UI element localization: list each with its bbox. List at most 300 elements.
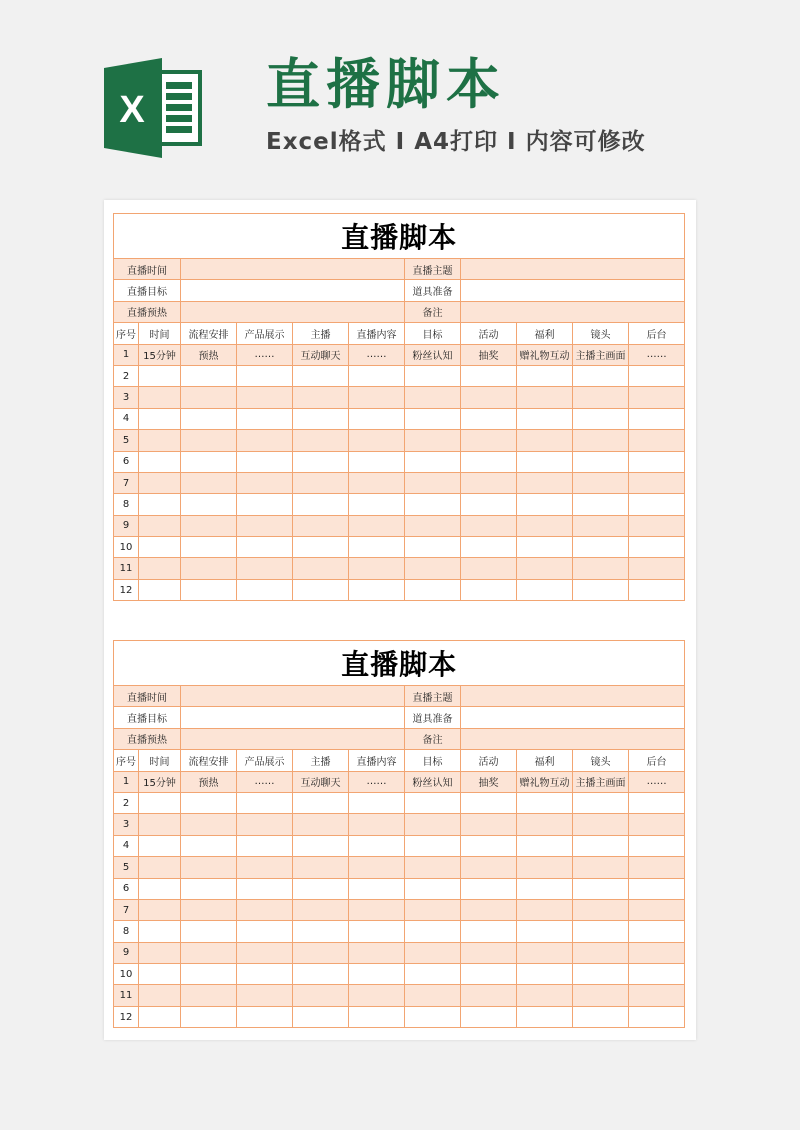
table-cell[interactable]	[181, 835, 237, 856]
table-cell[interactable]	[237, 408, 293, 429]
table-cell[interactable]	[629, 558, 685, 579]
table-cell[interactable]	[349, 835, 405, 856]
table-cell[interactable]	[405, 408, 461, 429]
table-cell[interactable]	[181, 964, 237, 985]
table-cell[interactable]	[629, 814, 685, 835]
table-cell[interactable]	[405, 494, 461, 515]
table-cell[interactable]	[573, 985, 629, 1006]
column-header: 产品展示	[237, 323, 293, 344]
table-cell[interactable]	[181, 472, 237, 493]
info-label: 直播预热	[114, 301, 181, 322]
table-cell[interactable]	[517, 579, 573, 600]
table-cell[interactable]	[461, 899, 517, 920]
info-label: 备注	[405, 728, 461, 749]
table-cell[interactable]: 抽奖	[461, 344, 517, 365]
info-value-cell[interactable]	[461, 259, 685, 280]
table-row	[114, 899, 685, 920]
table-cell[interactable]	[573, 451, 629, 472]
table-cell[interactable]	[293, 835, 349, 856]
table-cell[interactable]	[237, 878, 293, 899]
info-label: 道具准备	[405, 707, 461, 728]
table-cell[interactable]	[461, 878, 517, 899]
info-row	[114, 686, 685, 707]
table-cell[interactable]	[181, 558, 237, 579]
table-cell[interactable]	[517, 878, 573, 899]
info-value-cell[interactable]	[181, 259, 405, 280]
table-cell[interactable]	[293, 365, 349, 386]
table-cell[interactable]	[405, 430, 461, 451]
table-cell[interactable]	[293, 1006, 349, 1027]
table-cell[interactable]	[517, 451, 573, 472]
table-title: 直播脚本	[114, 214, 685, 259]
table-cell[interactable]	[629, 792, 685, 813]
table-cell[interactable]	[517, 857, 573, 878]
table-cell[interactable]	[181, 878, 237, 899]
table-cell[interactable]	[293, 964, 349, 985]
table-cell[interactable]	[573, 430, 629, 451]
table-cell[interactable]	[405, 579, 461, 600]
table-cell[interactable]: ……	[629, 771, 685, 792]
table-cell[interactable]	[349, 878, 405, 899]
column-header: 序号	[114, 323, 139, 344]
table-cell[interactable]	[629, 537, 685, 558]
table-cell[interactable]	[349, 579, 405, 600]
table-cell[interactable]	[139, 921, 181, 942]
table-cell[interactable]	[517, 387, 573, 408]
table-cell[interactable]	[517, 835, 573, 856]
table-cell[interactable]	[461, 472, 517, 493]
table-cell[interactable]	[461, 430, 517, 451]
table-cell[interactable]	[349, 472, 405, 493]
title-row	[114, 641, 685, 686]
table-row	[114, 408, 685, 429]
row-number: 11	[114, 558, 139, 579]
table-cell[interactable]	[517, 964, 573, 985]
table-cell[interactable]	[405, 942, 461, 963]
table-cell[interactable]	[139, 515, 181, 536]
table-cell[interactable]	[573, 365, 629, 386]
table-cell[interactable]: 主播主画面	[573, 771, 629, 792]
table-cell[interactable]	[461, 537, 517, 558]
table-cell[interactable]	[293, 814, 349, 835]
table-row	[114, 579, 685, 600]
table-row	[114, 537, 685, 558]
info-value-cell[interactable]	[181, 686, 405, 707]
info-label: 直播主题	[405, 259, 461, 280]
table-cell[interactable]	[629, 835, 685, 856]
table-cell[interactable]	[181, 899, 237, 920]
table-cell[interactable]: 抽奖	[461, 771, 517, 792]
table-cell[interactable]	[293, 857, 349, 878]
table-cell[interactable]	[349, 558, 405, 579]
table-cell[interactable]	[405, 985, 461, 1006]
table-cell[interactable]	[405, 472, 461, 493]
table-cell[interactable]	[349, 430, 405, 451]
table-cell[interactable]	[237, 857, 293, 878]
table-cell[interactable]	[181, 792, 237, 813]
table-cell[interactable]	[517, 408, 573, 429]
table-cell[interactable]: 互动聊天	[293, 344, 349, 365]
info-row	[114, 728, 685, 749]
table-cell[interactable]	[181, 814, 237, 835]
table-cell[interactable]	[293, 899, 349, 920]
table-cell[interactable]	[237, 365, 293, 386]
table-cell[interactable]	[139, 408, 181, 429]
table-cell[interactable]	[629, 899, 685, 920]
table-cell[interactable]	[139, 558, 181, 579]
row-number: 8	[114, 494, 139, 515]
table-cell[interactable]	[405, 899, 461, 920]
table-cell[interactable]: 15分钟	[139, 344, 181, 365]
table-cell[interactable]	[517, 792, 573, 813]
table-cell[interactable]	[573, 558, 629, 579]
table-cell[interactable]	[139, 537, 181, 558]
table-cell[interactable]	[237, 537, 293, 558]
table-cell[interactable]	[573, 472, 629, 493]
table-cell[interactable]: 赠礼物互动	[517, 771, 573, 792]
column-header-row	[114, 323, 685, 344]
table-cell[interactable]	[139, 835, 181, 856]
table-cell[interactable]	[237, 985, 293, 1006]
table-cell[interactable]	[139, 792, 181, 813]
table-cell[interactable]	[405, 964, 461, 985]
table-cell[interactable]	[517, 365, 573, 386]
spreadsheet-page	[104, 200, 696, 1040]
table-cell[interactable]	[181, 451, 237, 472]
table-cell[interactable]	[461, 857, 517, 878]
table-cell[interactable]	[237, 964, 293, 985]
table-cell[interactable]	[293, 537, 349, 558]
table-cell[interactable]	[517, 515, 573, 536]
table-cell[interactable]: 赠礼物互动	[517, 344, 573, 365]
row-number: 11	[114, 985, 139, 1006]
table-cell[interactable]	[349, 365, 405, 386]
table-cell[interactable]	[573, 921, 629, 942]
table-row	[114, 344, 685, 365]
table-cell[interactable]	[461, 515, 517, 536]
table-cell[interactable]	[139, 857, 181, 878]
table-cell[interactable]	[573, 494, 629, 515]
table-cell[interactable]	[573, 792, 629, 813]
table-cell[interactable]	[573, 537, 629, 558]
info-value-cell[interactable]	[181, 728, 405, 749]
table-cell[interactable]	[629, 451, 685, 472]
table-cell[interactable]	[573, 1006, 629, 1027]
column-header: 时间	[139, 750, 181, 771]
table-cell[interactable]	[517, 558, 573, 579]
info-label: 直播预热	[114, 728, 181, 749]
table-cell[interactable]	[461, 387, 517, 408]
table-cell[interactable]: ……	[349, 771, 405, 792]
column-header: 活动	[461, 750, 517, 771]
table-cell[interactable]	[181, 365, 237, 386]
table-cell[interactable]: 预热	[181, 344, 237, 365]
table-cell[interactable]	[237, 451, 293, 472]
table-cell[interactable]	[237, 558, 293, 579]
row-number: 5	[114, 857, 139, 878]
table-cell[interactable]	[139, 472, 181, 493]
table-cell[interactable]	[349, 814, 405, 835]
table-cell[interactable]	[237, 835, 293, 856]
table-cell[interactable]	[139, 1006, 181, 1027]
table-cell[interactable]	[629, 878, 685, 899]
table-cell[interactable]	[293, 579, 349, 600]
table-cell[interactable]	[293, 430, 349, 451]
table-cell[interactable]	[517, 537, 573, 558]
table-cell[interactable]: 预热	[181, 771, 237, 792]
table-cell[interactable]	[405, 365, 461, 386]
table-cell[interactable]: 主播主画面	[573, 344, 629, 365]
table-cell[interactable]	[573, 899, 629, 920]
table-cell[interactable]	[349, 857, 405, 878]
table-cell[interactable]	[349, 451, 405, 472]
column-header-row	[114, 750, 685, 771]
table-cell[interactable]: 粉丝认知	[405, 771, 461, 792]
table-cell[interactable]	[237, 921, 293, 942]
column-header: 主播	[293, 750, 349, 771]
table-cell[interactable]	[349, 921, 405, 942]
table-cell[interactable]	[517, 814, 573, 835]
table-row	[114, 387, 685, 408]
table-cell[interactable]	[139, 899, 181, 920]
table-cell[interactable]	[629, 1006, 685, 1027]
table-cell[interactable]	[629, 921, 685, 942]
table-cell[interactable]	[139, 942, 181, 963]
table-cell[interactable]	[293, 515, 349, 536]
table-cell[interactable]	[139, 387, 181, 408]
table-cell[interactable]	[139, 814, 181, 835]
table-cell[interactable]	[293, 472, 349, 493]
row-number: 7	[114, 472, 139, 493]
table-cell[interactable]	[181, 921, 237, 942]
table-cell[interactable]	[461, 792, 517, 813]
info-value-cell[interactable]	[461, 301, 685, 322]
table-cell[interactable]	[461, 494, 517, 515]
table-cell[interactable]	[573, 515, 629, 536]
table-cell[interactable]: 15分钟	[139, 771, 181, 792]
table-cell[interactable]	[517, 899, 573, 920]
table-cell[interactable]	[349, 964, 405, 985]
table-cell[interactable]	[139, 451, 181, 472]
table-cell[interactable]	[349, 899, 405, 920]
row-number: 3	[114, 387, 139, 408]
table-cell[interactable]	[181, 942, 237, 963]
table-cell[interactable]	[349, 515, 405, 536]
table-cell[interactable]: ……	[629, 344, 685, 365]
column-header: 后台	[629, 750, 685, 771]
table-cell[interactable]	[349, 408, 405, 429]
table-cell[interactable]	[181, 494, 237, 515]
table-cell[interactable]	[629, 942, 685, 963]
table-cell[interactable]	[237, 814, 293, 835]
info-row	[114, 301, 685, 322]
row-number: 12	[114, 579, 139, 600]
page-subtitle: Excel格式 I A4打印 I 内容可修改	[266, 129, 646, 155]
table-cell[interactable]	[237, 472, 293, 493]
table-cell[interactable]	[293, 408, 349, 429]
script-table	[113, 213, 685, 601]
table-cell[interactable]	[405, 835, 461, 856]
table-cell[interactable]	[405, 921, 461, 942]
table-cell[interactable]	[237, 579, 293, 600]
table-cell[interactable]	[181, 1006, 237, 1027]
table-cell[interactable]	[629, 387, 685, 408]
info-row	[114, 280, 685, 301]
row-number: 10	[114, 537, 139, 558]
table-cell[interactable]	[573, 408, 629, 429]
table-cell[interactable]	[405, 814, 461, 835]
table-cell[interactable]	[405, 537, 461, 558]
table-cell[interactable]: 互动聊天	[293, 771, 349, 792]
table-cell[interactable]	[517, 1006, 573, 1027]
info-label: 直播时间	[114, 259, 181, 280]
table-cell[interactable]	[461, 451, 517, 472]
table-cell[interactable]	[405, 451, 461, 472]
table-cell[interactable]	[139, 494, 181, 515]
table-cell[interactable]	[573, 964, 629, 985]
table-cell[interactable]	[349, 1006, 405, 1027]
table-cell[interactable]	[293, 985, 349, 1006]
info-value-cell[interactable]	[461, 707, 685, 728]
table-cell[interactable]	[237, 494, 293, 515]
table-cell[interactable]	[629, 430, 685, 451]
table-cell[interactable]	[237, 430, 293, 451]
table-cell[interactable]	[293, 494, 349, 515]
table-cell[interactable]	[405, 792, 461, 813]
table-cell[interactable]	[405, 857, 461, 878]
table-cell[interactable]	[461, 408, 517, 429]
table-cell[interactable]	[573, 942, 629, 963]
table-cell[interactable]	[461, 1006, 517, 1027]
info-value-cell[interactable]	[461, 728, 685, 749]
table-cell[interactable]	[461, 835, 517, 856]
table-cell[interactable]	[461, 558, 517, 579]
column-header: 流程安排	[181, 750, 237, 771]
table-cell[interactable]	[181, 515, 237, 536]
table-cell[interactable]	[293, 558, 349, 579]
table-cell[interactable]	[461, 964, 517, 985]
table-cell[interactable]	[139, 430, 181, 451]
info-value-cell[interactable]	[181, 301, 405, 322]
table-cell[interactable]	[181, 387, 237, 408]
table-cell[interactable]	[629, 515, 685, 536]
table-row	[114, 964, 685, 985]
info-value-cell[interactable]	[181, 707, 405, 728]
table-cell[interactable]	[461, 921, 517, 942]
column-header: 流程安排	[181, 323, 237, 344]
table-cell[interactable]	[139, 579, 181, 600]
table-cell[interactable]: ……	[237, 344, 293, 365]
table-cell[interactable]	[181, 537, 237, 558]
column-header: 序号	[114, 750, 139, 771]
table-cell[interactable]	[237, 1006, 293, 1027]
table-cell[interactable]	[461, 579, 517, 600]
table-cell[interactable]	[517, 472, 573, 493]
table-cell[interactable]	[629, 985, 685, 1006]
table-cell[interactable]	[349, 942, 405, 963]
table-row	[114, 494, 685, 515]
table-cell[interactable]	[629, 494, 685, 515]
table-cell[interactable]	[293, 942, 349, 963]
column-header: 直播内容	[349, 750, 405, 771]
table-cell[interactable]	[461, 814, 517, 835]
table-cell[interactable]	[349, 792, 405, 813]
table-cell[interactable]	[293, 792, 349, 813]
table-cell[interactable]	[181, 430, 237, 451]
table-cell[interactable]	[405, 387, 461, 408]
table-cell[interactable]	[349, 537, 405, 558]
table-cell[interactable]	[573, 814, 629, 835]
table-cell[interactable]	[237, 942, 293, 963]
table-cell[interactable]	[629, 857, 685, 878]
table-cell[interactable]	[139, 365, 181, 386]
table-cell[interactable]	[517, 430, 573, 451]
table-row	[114, 985, 685, 1006]
table-cell[interactable]	[293, 878, 349, 899]
table-cell[interactable]	[237, 899, 293, 920]
table-cell[interactable]	[237, 792, 293, 813]
table-cell[interactable]	[181, 579, 237, 600]
table-cell[interactable]: ……	[349, 344, 405, 365]
table-cell[interactable]	[573, 857, 629, 878]
table-cell[interactable]	[293, 451, 349, 472]
table-cell[interactable]	[461, 985, 517, 1006]
table-cell[interactable]	[349, 985, 405, 1006]
table-cell[interactable]	[237, 515, 293, 536]
table-cell[interactable]	[293, 387, 349, 408]
table-cell[interactable]	[181, 408, 237, 429]
table-cell[interactable]	[517, 985, 573, 1006]
table-row	[114, 814, 685, 835]
table-cell[interactable]	[629, 408, 685, 429]
table-cell[interactable]	[517, 921, 573, 942]
info-value-cell[interactable]	[461, 280, 685, 301]
info-value-cell[interactable]	[181, 280, 405, 301]
table-cell[interactable]	[139, 985, 181, 1006]
table-cell[interactable]	[349, 494, 405, 515]
table-cell[interactable]	[405, 558, 461, 579]
table-cell[interactable]: 粉丝认知	[405, 344, 461, 365]
table-cell[interactable]	[573, 835, 629, 856]
table-row	[114, 430, 685, 451]
table-cell[interactable]	[517, 494, 573, 515]
table-cell[interactable]	[405, 515, 461, 536]
table-cell[interactable]	[139, 878, 181, 899]
table-cell[interactable]	[629, 365, 685, 386]
table-cell[interactable]	[629, 964, 685, 985]
table-cell[interactable]	[573, 387, 629, 408]
table-cell[interactable]	[629, 472, 685, 493]
table-cell[interactable]	[629, 579, 685, 600]
table-cell[interactable]	[405, 878, 461, 899]
table-row	[114, 515, 685, 536]
table-cell[interactable]	[405, 1006, 461, 1027]
info-value-cell[interactable]	[461, 686, 685, 707]
table-cell[interactable]	[181, 857, 237, 878]
table-cell[interactable]	[349, 387, 405, 408]
table-cell[interactable]	[461, 365, 517, 386]
table-cell[interactable]: ……	[237, 771, 293, 792]
table-cell[interactable]	[573, 878, 629, 899]
table-cell[interactable]	[517, 942, 573, 963]
table-cell[interactable]	[461, 942, 517, 963]
column-header: 福利	[517, 750, 573, 771]
table-cell[interactable]	[237, 387, 293, 408]
table-cell[interactable]	[293, 921, 349, 942]
table-cell[interactable]	[573, 579, 629, 600]
table-cell[interactable]	[139, 964, 181, 985]
table-cell[interactable]	[181, 985, 237, 1006]
